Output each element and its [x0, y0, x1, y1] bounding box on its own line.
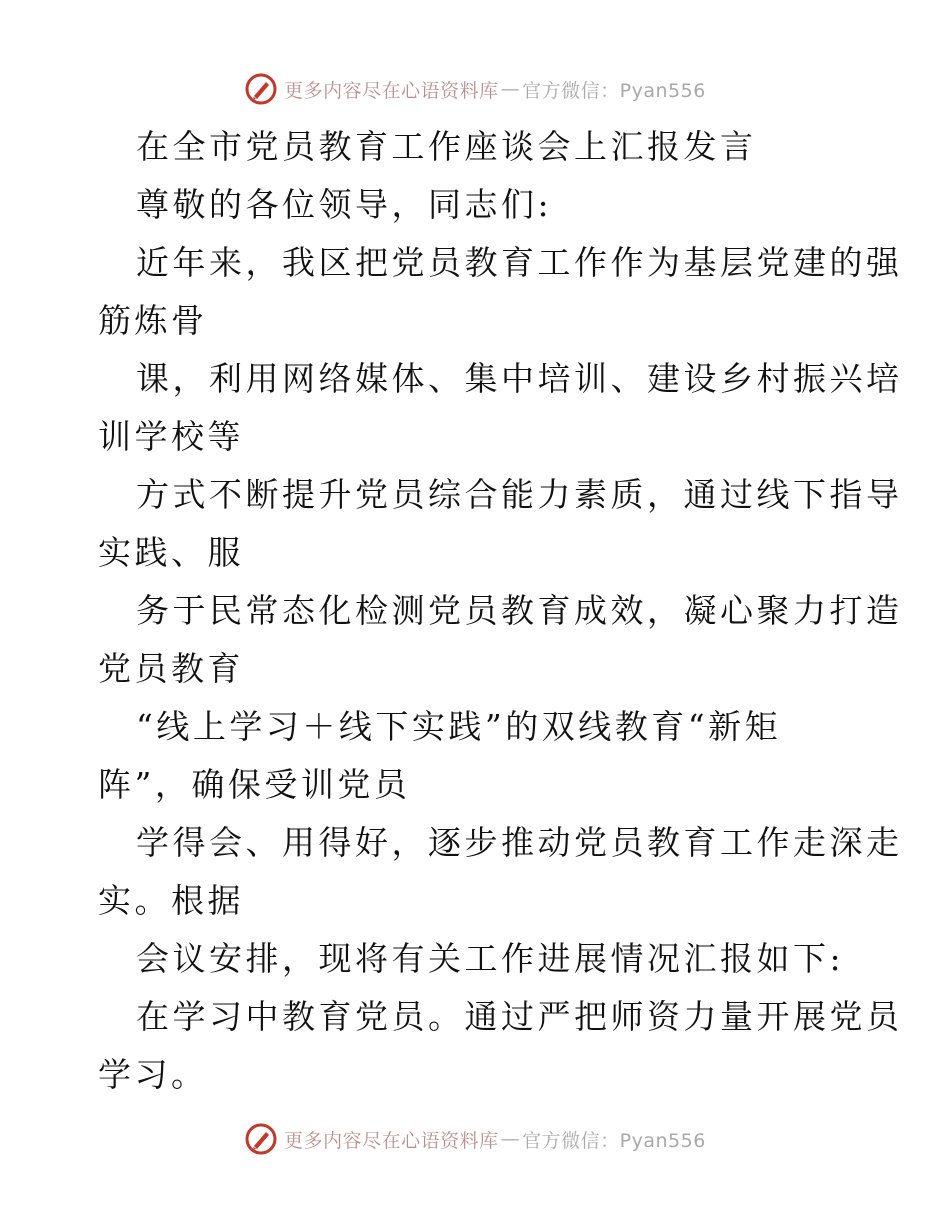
watermark-wechat: 官方微信：Pyan556: [522, 79, 706, 102]
document-body: [98, 118, 903, 1104]
doc-line-12: 阵”，确保受训党员: [98, 765, 411, 804]
doc-line-14: 实。根据: [98, 881, 244, 920]
doc-line-5: 课，利用网络媒体、集中培训、建设乡村振兴培: [136, 359, 903, 398]
doc-line-10: 党员教育: [98, 649, 244, 688]
doc-line-1: 在全市党员教育工作座谈会上汇报发言: [136, 127, 757, 166]
doc-line-9: 务于民常态化检测党员教育成效，凝心聚力打造: [136, 591, 903, 630]
doc-line-4: 筋炼骨: [98, 301, 208, 340]
doc-line-7: 方式不断提升党员综合能力素质，通过线下指导: [136, 475, 903, 514]
header-watermark: [0, 67, 950, 111]
watermark-wechat: 官方微信：Pyan556: [522, 1129, 706, 1152]
doc-line-6: 训学校等: [98, 417, 244, 456]
watermark-text: 更多内容尽在心语资料库: [284, 1129, 499, 1152]
doc-line-11: “线上学习＋线下实践”的双线教育“新矩: [136, 707, 782, 746]
footer-watermark: [0, 1117, 950, 1161]
doc-line-16: 在学习中教育党员。通过严把师资力量开展党员: [136, 997, 903, 1036]
doc-line-15: 会议安排，现将有关工作进展情况汇报如下:: [136, 939, 845, 978]
watermark-separator: —: [500, 1128, 521, 1150]
doc-line-3: 近年来，我区把党员教育工作作为基层党建的强: [136, 243, 903, 282]
doc-line-17: 学习。: [98, 1055, 208, 1094]
watermark-text: 更多内容尽在心语资料库: [284, 79, 499, 102]
doc-line-8: 实践、服: [98, 533, 244, 572]
doc-line-13: 学得会、用得好，逐步推动党员教育工作走深走: [136, 823, 903, 862]
doc-line-2: 尊敬的各位领导，同志们:: [136, 185, 553, 224]
watermark-separator: —: [500, 78, 521, 100]
pen-logo-icon: [244, 1122, 278, 1156]
pen-logo-icon: [244, 72, 278, 106]
